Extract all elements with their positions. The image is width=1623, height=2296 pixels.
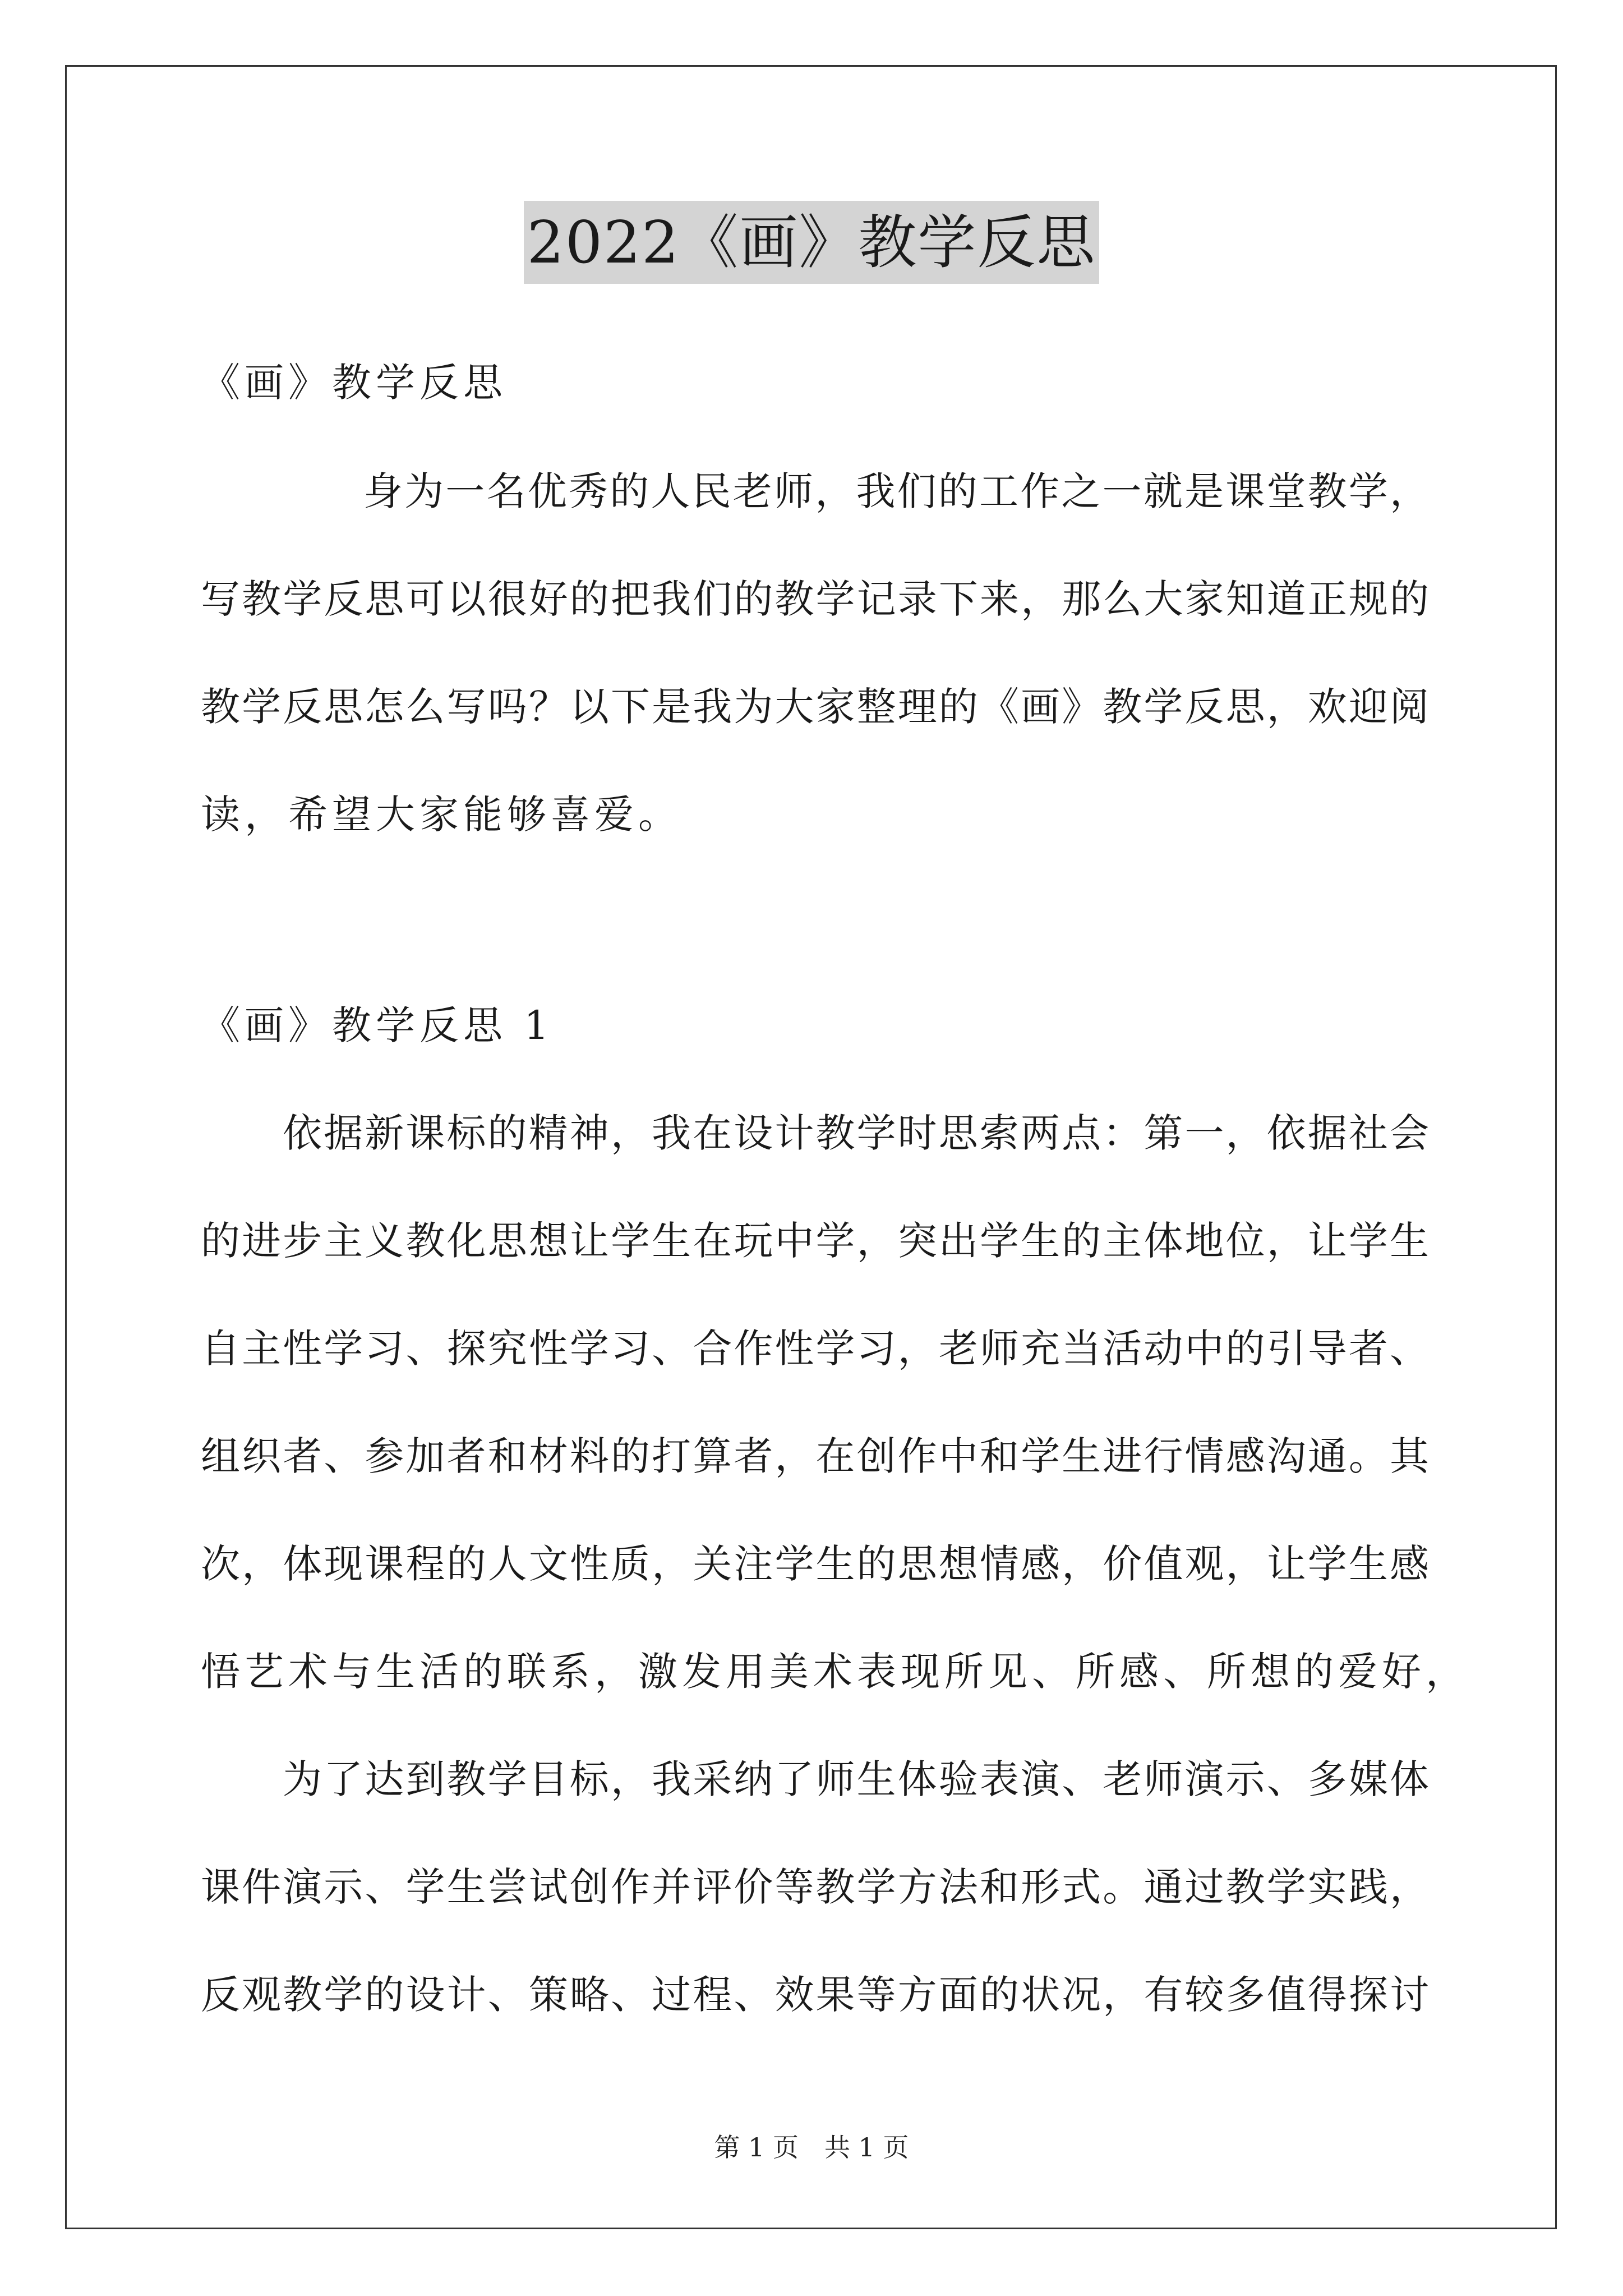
intro-line-1: 身为一名优秀的人民老师，我们的工作之一就是课堂教学，	[363, 468, 1429, 514]
page-footer: 第 1 页 共 1 页	[714, 2132, 909, 2162]
section1-heading: 《画》教学反思 1	[201, 1002, 554, 1048]
intro-line-3: 教学反思怎么写吗？以下是我为大家整理的《画》教学反思，欢迎阅	[201, 684, 1429, 730]
para1-line-5: 次，体现课程的人文性质，关注学生的思想情感，价值观，让学生感	[201, 1541, 1429, 1587]
intro-line-4: 读，希望大家能够喜爱。	[201, 792, 682, 838]
para1-line-1: 依据新课标的精神，我在设计教学时思索两点：第一，依据社会	[283, 1110, 1429, 1156]
para1-line-3: 自主性学习、探究性学习、合作性学习，老师充当活动中的引导者、	[201, 1326, 1429, 1372]
title-container	[0, 201, 1623, 284]
para2-line-2: 课件演示、学生尝试创作并评价等教学方法和形式。通过教学实践，	[201, 1864, 1429, 1910]
intro-line-2: 写教学反思可以很好的把我们的教学记录下来，那么大家知道正规的	[201, 576, 1429, 622]
para1-line-2: 的进步主义教化思想让学生在玩中学，突出学生的主体地位，让学生	[201, 1218, 1429, 1264]
para2-line-1: 为了达到教学目标，我采纳了师生体验表演、老师演示、多媒体	[283, 1756, 1429, 1802]
para2-line-3: 反观教学的设计、策略、过程、效果等方面的状况，有较多值得探讨	[201, 1972, 1429, 2018]
intro-heading: 《画》教学反思	[201, 360, 507, 406]
para1-line-4: 组织者、参加者和材料的打算者，在创作中和学生进行情感沟通。其	[201, 1433, 1429, 1479]
para1-line-6: 悟艺术与生活的联系，激发用美术表现所见、所感、所想的爱好，	[201, 1649, 1469, 1695]
document-title: 2022《画》教学反思	[524, 201, 1100, 284]
